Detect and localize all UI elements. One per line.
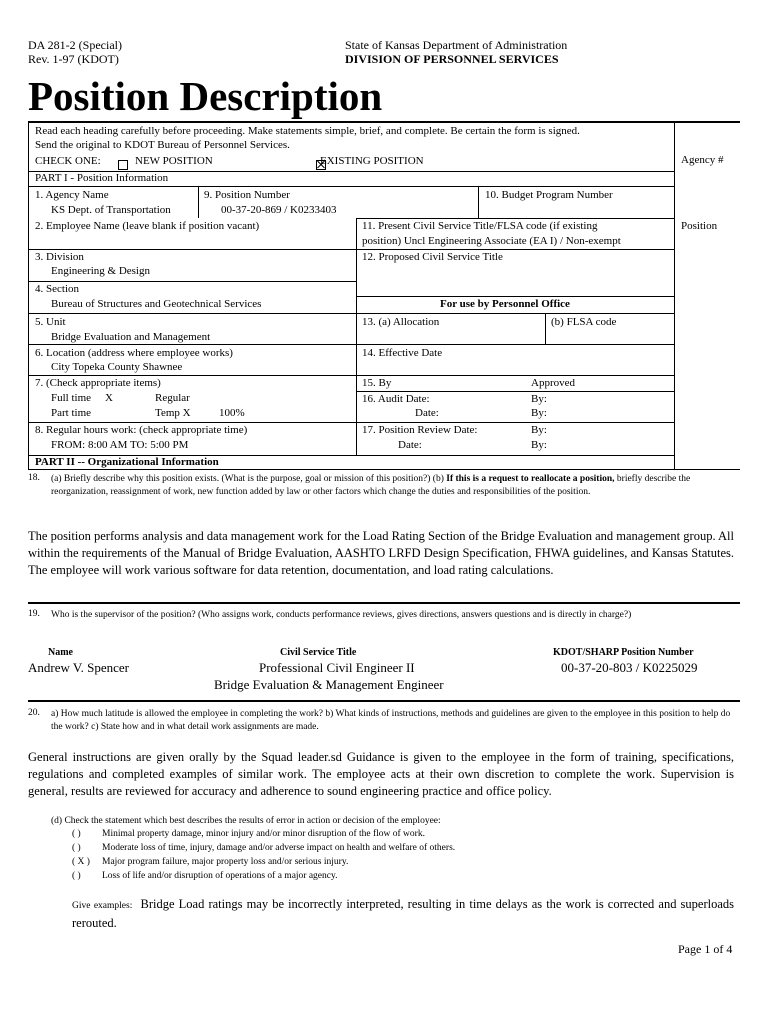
- audit-by-2: By:: [531, 407, 547, 419]
- examples-answer[interactable]: Give examples: Bridge Load ratings may be incorrectly interpreted, resulting in time delays as the work is corrected and superloads rerouted.: [72, 897, 735, 930]
- q19-question: Who is the supervisor of the position? (Who assigns work, conducts performance reviews, gives directions, answers questions and is directly in charge?): [51, 610, 632, 620]
- personnel-office-heading: For use by Personnel Office: [440, 298, 570, 310]
- right-section-divider: [356, 218, 357, 456]
- check-one-label: CHECK ONE:: [35, 155, 101, 167]
- q20-question: a) How much latitude is allowed the employee in completing the work? b) What kinds of instructions, methods and guidelines are given to the employee in this position to help do the work? c) State how and in what detail work assignments are made.: [51, 709, 731, 732]
- budget-program-label: 10. Budget Program Number: [485, 189, 613, 201]
- part2-heading: PART II -- Organizational Information: [35, 456, 219, 468]
- agency-name-value: KS Dept. of Transportation: [51, 204, 171, 216]
- q18-question: (a) Briefly describe why this position exists. (What is the purpose, goal or mission of this position?) (b) If this is a request to reallocate a position, briefly describe the reorganization, reassignment of work, new function added by law or other factors which change the duties and responsibilities of the position.: [51, 474, 691, 497]
- agency-heading: State of Kansas Department of Administration: [345, 38, 568, 52]
- regular-label: Regular: [155, 392, 190, 404]
- error-option-4-mark[interactable]: ( ): [72, 871, 81, 881]
- effective-date-label: 14. Effective Date: [362, 347, 443, 359]
- full-time-label: Full time: [51, 392, 92, 404]
- proposed-title-label: 12. Proposed Civil Service Title: [362, 251, 503, 263]
- instruction-line1: Read each heading carefully before proceeding. Make statements simple, brief, and complete. Be certain the form is signed.: [35, 125, 580, 137]
- page-title: Position Description: [28, 73, 383, 119]
- error-option-1-text: Minimal property damage, minor injury and/or minor disruption of the flow of work.: [102, 829, 425, 839]
- q20-number: 20.: [28, 708, 40, 718]
- part-time-label: Part time: [51, 407, 92, 419]
- error-option-2-text: Moderate loss of time, injury, damage and/or adverse impact on health and welfare of others.: [102, 843, 456, 853]
- part1-heading: PART I - Position Information: [35, 172, 169, 184]
- error-option-3-text: Major program failure, major property loss and/or serious injury.: [102, 857, 349, 867]
- unit-value: Bridge Evaluation and Management: [51, 331, 211, 343]
- division-heading: DIVISION OF PERSONNEL SERVICES: [345, 52, 559, 66]
- employee-name-label: 2. Employee Name (leave blank if position vacant): [35, 220, 260, 232]
- form-id: DA 281-2 (Special): [28, 38, 122, 52]
- agency-name-label: 1. Agency Name: [35, 189, 109, 201]
- audit-date-label: 16. Audit Date:: [362, 393, 430, 405]
- review-by-1: By:: [531, 424, 547, 436]
- title-column-header: Civil Service Title: [280, 647, 357, 658]
- q18-answer[interactable]: The position performs analysis and data management work for the Load Rating Section of the Bridge Evaluation and management group. All within the requirements of the Manual of Bridge Evaluation, AASHTO LRFD Design Specification, FHWA guidelines, and Kansas Statutes. The employee will work various software for data retention, documentation, and load rating calculations.: [28, 529, 734, 577]
- error-option-4-text: Loss of life and/or disruption of operations of a major agency.: [102, 871, 338, 881]
- present-title-value: position) Uncl Engineering Associate (EA I) / Non-exempt: [362, 235, 621, 247]
- title-rule: [28, 121, 740, 123]
- temp-label: Temp X: [155, 407, 191, 419]
- review-by-2: By:: [531, 439, 547, 451]
- supervisor-title-line1[interactable]: Professional Civil Engineer II: [259, 660, 415, 675]
- location-label: 6. Location (address where employee works): [35, 347, 233, 359]
- audit-by-1: By:: [531, 393, 547, 405]
- new-position-checkbox[interactable]: [118, 160, 128, 170]
- by-label: 15. By: [362, 377, 392, 389]
- position-side-label: Position: [681, 220, 718, 232]
- review-date-field: Date:: [398, 439, 422, 451]
- error-impact-heading: (d) Check the statement which best describes the results of error in action or decision of the employee:: [51, 816, 441, 826]
- present-title-label: 11. Present Civil Service Title/FLSA code (if existing: [362, 220, 598, 232]
- existing-position-label: EXISTING POSITION: [320, 155, 424, 167]
- division-label: 3. Division: [35, 251, 84, 263]
- supervisor-name[interactable]: Andrew V. Spencer: [28, 660, 129, 675]
- section-value: Bureau of Structures and Geotechnical Services: [51, 298, 262, 310]
- flsa-code-label: (b) FLSA code: [551, 316, 617, 328]
- supervisor-title-line2[interactable]: Bridge Evaluation & Management Engineer: [214, 677, 444, 692]
- name-column-header: Name: [48, 647, 73, 658]
- page-number: Page 1 of 4: [678, 942, 733, 956]
- full-time-mark: X: [105, 392, 113, 404]
- approved-label: Approved: [531, 377, 575, 389]
- form-revision: Rev. 1-97 (KDOT): [28, 52, 119, 66]
- position-number-label: 9. Position Number: [204, 189, 290, 201]
- division-value: Engineering & Design: [51, 265, 150, 277]
- q20-answer[interactable]: General instructions are given orally by the Squad leader.sd Guidance is given to the employee in the form of training, specifications, regulations and completed examples of similar work. The employee acts at their own discretion to complete the work. Supervision is general, results are reviewed for accuracy and adherence to sound engineering practice and office policy.: [28, 750, 734, 798]
- agency-number-label: Agency #: [681, 154, 724, 166]
- audit-date-field: Date:: [415, 407, 439, 419]
- review-date-label: 17. Position Review Date:: [362, 424, 478, 436]
- check-items-label: 7. (Check appropriate items): [35, 377, 161, 389]
- unit-label: 5. Unit: [35, 316, 66, 328]
- q19-number: 19.: [28, 609, 40, 619]
- regular-hours-label: 8. Regular hours work: (check appropriate time): [35, 424, 248, 436]
- supervisor-position-number[interactable]: 00-37-20-803 / K0225029: [561, 660, 698, 675]
- instruction-line2: Send the original to KDOT Bureau of Personnel Services.: [35, 139, 290, 151]
- number-column-header: KDOT/SHARP Position Number: [553, 647, 694, 658]
- section-label: 4. Section: [35, 283, 79, 295]
- right-column-divider: [674, 122, 675, 469]
- allocation-label: 13. (a) Allocation: [362, 316, 440, 328]
- location-value: City Topeka County Shawnee: [51, 361, 183, 373]
- q18-number: 18.: [28, 473, 40, 483]
- percent-value: 100%: [219, 407, 245, 419]
- new-position-label: NEW POSITION: [135, 155, 213, 167]
- error-option-3-mark[interactable]: ( X ): [72, 857, 90, 867]
- error-option-2-mark[interactable]: ( ): [72, 843, 81, 853]
- left-frame: [28, 122, 29, 469]
- position-number-value: 00-37-20-869 / K0233403: [221, 204, 337, 216]
- regular-hours-value: FROM: 8:00 AM TO: 5:00 PM: [51, 439, 189, 451]
- error-option-1-mark[interactable]: ( ): [72, 829, 81, 839]
